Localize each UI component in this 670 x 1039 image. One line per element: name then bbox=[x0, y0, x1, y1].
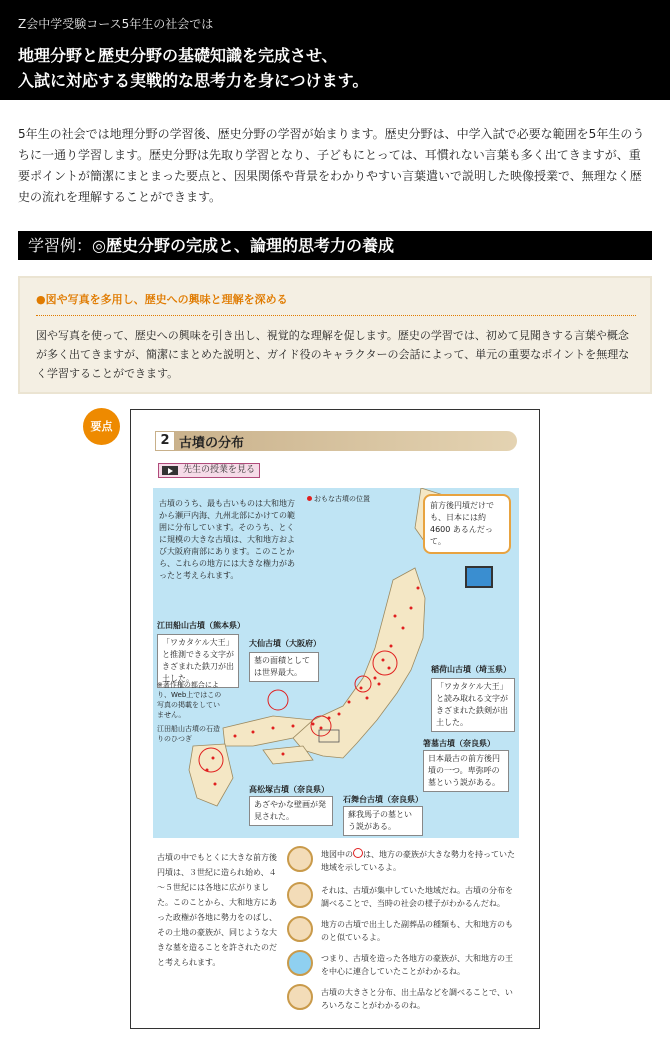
copyright-note: ※著作権の都合により、Web上ではこの写真の掲載をしていません。 bbox=[157, 681, 222, 719]
dialog-4-text: つまり、古墳を造った各地方の豪族が、大和地方の王を中心に連合していたことがわかるね。 bbox=[321, 954, 513, 976]
dialog-1-pre: 地図中の bbox=[321, 850, 353, 859]
dialog-5-text: 古墳の大きさと分布、出土品などを調べることで、いろいろなことがわかるのね。 bbox=[321, 988, 513, 1010]
girl-character-icon bbox=[287, 984, 313, 1010]
header-title bbox=[18, 43, 368, 93]
header-title-line1: 地理分野と歴史分野の基礎知識を完成させ、 bbox=[18, 46, 338, 65]
boy-character-icon bbox=[287, 916, 313, 942]
site-name-hashihaka: 箸墓古墳（奈良県） bbox=[423, 739, 495, 748]
site-note-ishibutai: 蘇我馬子の墓という説がある。 bbox=[343, 806, 423, 836]
key-point-badge: 要点 bbox=[83, 408, 120, 445]
coffin-caption: 江田船山古墳の石造りのひつぎ bbox=[157, 725, 220, 743]
site-note-takamatsuzuka: あざやかな壁画が発見された。 bbox=[249, 796, 333, 826]
boy-character-icon bbox=[287, 846, 313, 872]
dialog-3-text: 地方の古墳で出土した副葬品の種類も、大和地方のものと似ているよ。 bbox=[321, 920, 513, 942]
video-button-label: 先生の授業を見る bbox=[183, 465, 256, 475]
section-prefix: 学習例： bbox=[28, 236, 93, 255]
dialog-line-1 bbox=[291, 846, 517, 880]
site-note-edafunayama: 「ワカタケル大王」と推測できる文字がきざまれた鉄刀が出土した。 bbox=[157, 634, 239, 688]
dialog-2-text: それは、古墳が集中していた地域だね。古墳の分布を調べることで、当時の社会の様子がわかるんだね。 bbox=[321, 886, 513, 908]
kofun-dot-icon bbox=[307, 496, 312, 501]
chapter-number: 2 bbox=[155, 431, 175, 451]
header-banner bbox=[0, 0, 670, 100]
site-name-inariyama: 稲荷山古墳（埼玉県） bbox=[431, 665, 511, 674]
section-title: ◎歴史分野の完成と、論理的思考力の養成 bbox=[92, 236, 394, 255]
map-legend bbox=[307, 494, 370, 504]
feature-box bbox=[18, 276, 652, 394]
site-note-hashihaka: 日本最古の前方後円墳の一つ。卑弥呼の墓という説がある。 bbox=[423, 750, 509, 792]
robot-character-icon bbox=[287, 950, 313, 976]
dialog-line-4 bbox=[291, 950, 517, 984]
site-note-daisen: 墓の面積としては世界最大。 bbox=[249, 652, 319, 682]
chapter-title: 古墳の分布 bbox=[179, 436, 245, 451]
kofun-map bbox=[153, 488, 519, 838]
site-note-inariyama: 「ワカタケル大王」と読み取れる文字がきざまれた鉄剣が出土した。 bbox=[431, 678, 515, 732]
video-lesson-button[interactable] bbox=[158, 463, 260, 478]
dialog-1-text: は、地方の豪族が大きな勢力を持っていた地域を示しているよ。 bbox=[321, 850, 515, 872]
site-name-takamatsuzuka: 高松塚古墳（奈良県） bbox=[249, 785, 329, 794]
map-intro-text: 古墳のうち、最も古いものは大和地方から瀬戸内海、九州北部にかけての範囲に分布しています。そのうち、とくに規模の大きな古墳は、大和地方および大阪府南部にあります。このことから、これらの地方には大きな権力があったと考えられます。 bbox=[159, 499, 295, 580]
character-speech-bubble: 前方後円墳だけでも、日本には約 4600 あるんだって。 bbox=[423, 494, 511, 554]
robot-character-icon bbox=[465, 566, 493, 588]
lead-text: 5年生の社会では地理分野の学習後、歴史分野の学習が始まります。歴史分野は、中学入試で必要な範囲を5年生のうちに一通り学習します。歴史分野は先取り学習となり、子どもにとっては、耳慣れない言葉も多く出てきますが、重要ポイントが簡潔にまとまった要点と、因果関係や背景をわかりやすい言葉遣いで説明した映像授業で、無理なく歴史の流れを理解することができます。 bbox=[18, 127, 645, 204]
video-icon bbox=[162, 466, 178, 475]
dialog-line-2 bbox=[291, 882, 517, 916]
site-name-ishibutai: 石舞台古墳（奈良県） bbox=[343, 795, 423, 804]
dialog-line-5 bbox=[291, 984, 517, 1018]
site-name-edafunayama: 江田船山古墳（熊本県） bbox=[157, 621, 245, 630]
section-heading bbox=[18, 231, 652, 260]
site-name-daisen: 大仙古墳（大阪府） bbox=[249, 639, 321, 648]
dialog-line-3 bbox=[291, 916, 517, 950]
textbook-body-text: 古墳の中でもとくに大きな前方後円墳は、３世紀に造られ始め、４～５世紀には各地に広がりました。このことから、大和地方にあった政権が各地に勢力をのばし、その土地の豪族が、同じような大きな墓を造ることを許されたのだと考えられます。 bbox=[157, 853, 277, 967]
textbook-page bbox=[130, 409, 540, 1029]
header-subtitle: Z会中学受験コース5年生の社会では bbox=[18, 17, 214, 31]
legend-label: おもな古墳の位置 bbox=[314, 495, 370, 503]
feature-heading: ●図や写真を多用し、歴史への興味と理解を深める bbox=[36, 293, 288, 306]
red-circle-icon bbox=[353, 848, 363, 858]
header-title-line2: 入試に対応する実戦的な思考力を身につけます。 bbox=[18, 71, 369, 90]
dotted-divider bbox=[36, 315, 636, 316]
feature-body: 図や写真を使って、歴史への興味を引き出し、視覚的な理解を促します。歴史の学習では、初めて見聞きする言葉や概念が多く出てきますが、簡潔にまとめた説明と、ガイド役のキャラクターの会話によって、単元の重要なポイントを無理なく学習することができます。 bbox=[36, 329, 630, 380]
girl-character-icon bbox=[287, 882, 313, 908]
